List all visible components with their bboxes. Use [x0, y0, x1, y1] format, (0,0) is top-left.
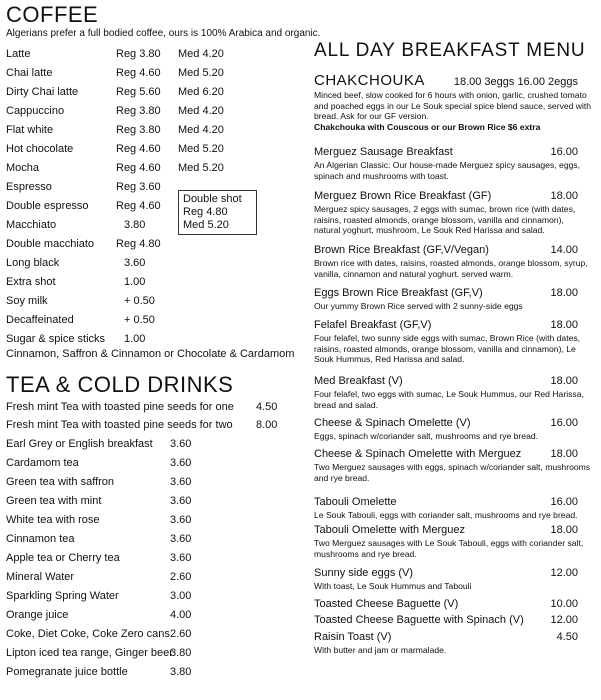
breakfast-item-price: 4.50: [556, 631, 578, 643]
drink-item-price: 3.60: [170, 476, 192, 488]
drink-item-price: 3.60: [170, 514, 192, 526]
breakfast-item: [314, 375, 592, 410]
breakfast-item-price: 10.00: [550, 598, 578, 610]
coffee-row: [6, 67, 256, 81]
coffee-row: [6, 86, 256, 100]
coffee-item-name: Soy milk: [6, 295, 48, 307]
coffee-item-reg-price: Reg 4.60: [116, 67, 161, 79]
coffee-item-reg-price: Reg 4.60: [116, 143, 161, 155]
coffee-section-title: COFFEE: [6, 2, 99, 27]
breakfast-item-description: Four felafel, two eggs with sumac, Le Souk Hummus, our Red Harissa, bread and salad.: [314, 389, 584, 410]
breakfast-item-name: Med Breakfast (V): [314, 375, 403, 387]
breakfast-item: [314, 146, 592, 181]
breakfast-item-name: Merguez Sausage Breakfast: [314, 146, 453, 158]
coffee-item-name: Latte: [6, 48, 31, 60]
breakfast-item-description: Two Merguez sausages with eggs, spinach w/coriander salt, mushrooms and rye bread.: [314, 462, 591, 483]
coffee-row: [6, 162, 256, 176]
drink-row: [6, 647, 286, 661]
coffee-item-name: Double espresso: [6, 200, 89, 212]
coffee-item-name: Sugar & spice sticks: [6, 333, 106, 345]
coffee-item-name: Mocha: [6, 162, 40, 174]
drink-item-name: Coke, Diet Coke, Coke Zero cans: [6, 628, 170, 640]
double-shot-med: Med 5.20: [183, 219, 229, 231]
drink-item-price: 2.60: [170, 628, 192, 640]
drink-item-price: 3.60: [170, 457, 192, 469]
drink-row: [6, 419, 286, 433]
drink-item-name: Pomegranate juice bottle: [6, 666, 128, 678]
chakchouka-price: 18.00 3eggs 16.00 2eggs: [453, 76, 578, 88]
coffee-row: [6, 333, 256, 347]
drink-item-name: Cinnamon tea: [6, 533, 75, 545]
breakfast-item: [314, 417, 592, 442]
sugar-spice-note: Cinnamon, Saffron & Cinnamon or Chocolate & Cardamom: [6, 348, 295, 360]
drink-row: [6, 457, 286, 471]
coffee-item-reg-price: + 0.50: [124, 314, 155, 326]
drink-item-price: 3.80: [170, 666, 192, 678]
breakfast-item-price: 18.00: [550, 287, 578, 299]
coffee-item-name: Hot chocolate: [6, 143, 74, 155]
drink-item-name: Sparkling Spring Water: [6, 590, 119, 602]
breakfast-item: [314, 631, 592, 656]
coffee-item-reg-price: Reg 3.60: [116, 181, 161, 193]
breakfast-item-name: Toasted Cheese Baguette with Spinach (V): [314, 614, 524, 626]
breakfast-item-description: Two Merguez sausages with Le Souk Tabouli, eggs with coriander salt, mushrooms and rye bread.: [314, 538, 584, 559]
breakfast-item-price: 16.00: [550, 417, 578, 429]
breakfast-item-price: 18.00: [550, 524, 578, 536]
coffee-item-reg-price: Reg 3.80: [116, 105, 161, 117]
coffee-item-name: Flat white: [6, 124, 54, 136]
breakfast-item-name: Sunny side eggs (V): [314, 567, 414, 579]
drink-item-name: Green tea with saffron: [6, 476, 115, 488]
drink-item-name: Cardamom tea: [6, 457, 79, 469]
coffee-item-reg-price: Reg 3.80: [116, 124, 161, 136]
drink-item-name: Fresh mint Tea with toasted pine seeds for one: [6, 401, 234, 413]
breakfast-item: [314, 567, 592, 592]
breakfast-item: [314, 448, 592, 483]
breakfast-item-price: 12.00: [550, 614, 578, 626]
chakchouka-extra: Chakchouka with Couscous or our Brown Rice $6 extra: [314, 121, 541, 132]
coffee-item-name: Macchiato: [6, 219, 57, 231]
coffee-row: [6, 143, 256, 157]
double-shot-reg: Reg 4.80: [183, 206, 228, 218]
breakfast-item-name: Toasted Cheese Baguette (V): [314, 598, 459, 610]
coffee-item-med-price: Med 5.20: [178, 162, 224, 174]
breakfast-item-name: Raisin Toast (V): [314, 631, 392, 643]
drink-item-price: 3.60: [170, 495, 192, 507]
coffee-row: [6, 314, 256, 328]
drink-item-price: 4.50: [256, 401, 278, 413]
breakfast-item-name: Eggs Brown Rice Breakfast (GF,V): [314, 287, 483, 299]
coffee-item-reg-price: Reg 4.60: [116, 162, 161, 174]
breakfast-section-title: ALL DAY BREAKFAST MENU: [314, 40, 586, 61]
drink-item-price: 8.00: [256, 419, 278, 431]
breakfast-item-price: 16.00: [550, 146, 578, 158]
coffee-item-med-price: Med 4.20: [178, 124, 224, 136]
coffee-item-name: Cappuccino: [6, 105, 65, 117]
coffee-item-med-price: Med 5.20: [178, 67, 224, 79]
coffee-item-reg-price: Reg 4.60: [116, 200, 161, 212]
double-shot-title: Double shot: [183, 193, 242, 205]
coffee-item-med-price: Med 4.20: [178, 105, 224, 117]
drink-item-price: 2.60: [170, 571, 192, 583]
breakfast-item: [314, 614, 592, 628]
double-shot-box: [178, 190, 257, 235]
breakfast-item: [314, 244, 592, 279]
coffee-item-reg-price: 3.60: [124, 257, 146, 269]
breakfast-item-name: Merguez Brown Rice Breakfast (GF): [314, 190, 492, 202]
coffee-row: [6, 124, 256, 138]
drink-item-price: 3.00: [170, 590, 192, 602]
coffee-item-med-price: Med 4.20: [178, 48, 224, 60]
drink-item-name: White tea with rose: [6, 514, 100, 526]
breakfast-item: [314, 287, 592, 312]
coffee-item-name: Extra shot: [6, 276, 56, 288]
coffee-row: [6, 276, 256, 290]
coffee-item-reg-price: + 0.50: [124, 295, 155, 307]
breakfast-item-description: Merguez spicy sausages, 2 eggs with sumac, brown rice (with dates, raisins, roasted almonds, orange blossom, vanilla and cinnamon), natural yoghurt, mushroom, Le Souk Red Harissa and salad.: [314, 204, 576, 236]
coffee-row: [6, 295, 256, 309]
breakfast-item-price: 16.00: [550, 496, 578, 508]
breakfast-item: [314, 496, 592, 521]
breakfast-item: [314, 319, 592, 365]
drink-row: [6, 571, 286, 585]
coffee-item-reg-price: 1.00: [124, 333, 146, 345]
breakfast-item: [314, 598, 592, 612]
coffee-item-name: Decaffeinated: [6, 314, 74, 326]
breakfast-item-price: 18.00: [550, 375, 578, 387]
drink-row: [6, 438, 286, 452]
drink-row: [6, 476, 286, 490]
drink-item-price: 4.00: [170, 609, 192, 621]
breakfast-item-price: 18.00: [550, 190, 578, 202]
coffee-item-med-price: Med 6.20: [178, 86, 224, 98]
coffee-item-reg-price: Reg 5.60: [116, 86, 161, 98]
breakfast-item-description: Our yummy Brown Rice served with 2 sunny-side eggs: [314, 301, 523, 311]
coffee-row: [6, 238, 256, 252]
drink-row: [6, 495, 286, 509]
breakfast-item-name: Cheese & Spinach Omelette (V): [314, 417, 471, 429]
breakfast-item-price: 12.00: [550, 567, 578, 579]
coffee-row: [6, 257, 256, 271]
breakfast-item-description: Le Souk Tabouli, eggs with coriander salt, mushrooms and rye bread.: [314, 510, 578, 520]
drink-row: [6, 514, 286, 528]
drink-row: [6, 609, 286, 623]
breakfast-item-description: Eggs, spinach w/coriander salt, mushrooms and rye bread.: [314, 431, 539, 441]
drink-item-price: 3.60: [170, 533, 192, 545]
coffee-subtitle: Algerians prefer a full bodied coffee, ours is 100% Arabica and organic.: [6, 28, 321, 39]
breakfast-item-chakchouka: [314, 72, 592, 133]
drink-item-price: 3.60: [170, 438, 192, 450]
breakfast-item-name: Tabouli Omelette with Merguez: [314, 524, 466, 536]
coffee-row: [6, 48, 256, 62]
breakfast-item-name: Tabouli Omelette: [314, 496, 397, 508]
drink-row: [6, 552, 286, 566]
breakfast-item-name: Brown Rice Breakfast (GF,V/Vegan): [314, 244, 489, 256]
drink-item-name: Green tea with mint: [6, 495, 102, 507]
drink-item-name: Earl Grey or English breakfast: [6, 438, 153, 450]
drink-row: [6, 401, 286, 415]
coffee-item-med-price: Med 5.20: [178, 143, 224, 155]
chakchouka-description: Minced beef, slow cooked for 6 hours with onion, garlic, crushed tomato and poached eggs in our Le Souk special spice blend sauce, served with bread. Ask for our GF version.: [314, 90, 592, 122]
breakfast-item-price: 18.00: [550, 319, 578, 331]
breakfast-item-description: An Algerian Classic: Our house-made Merguez spicy sausages, eggs, spinach and mushrooms with toast.: [314, 160, 581, 181]
coffee-item-name: Double macchiato: [6, 238, 95, 250]
drink-item-name: Fresh mint Tea with toasted pine seeds for two: [6, 419, 233, 431]
coffee-item-reg-price: Reg 4.80: [116, 238, 161, 250]
coffee-item-name: Chai latte: [6, 67, 53, 79]
breakfast-item: [314, 524, 592, 559]
drink-item-name: Apple tea or Cherry tea: [6, 552, 120, 564]
tea-section-title: TEA & COLD DRINKS: [6, 372, 234, 397]
breakfast-item-description: Brown rice with dates, raisins, roasted almonds, orange blossom, syrup, vanilla, cinnamon and natural yoghurt. served warm.: [314, 258, 588, 279]
drink-item-price: 3.60: [170, 552, 192, 564]
drink-item-price: 3.80: [170, 647, 192, 659]
drink-item-name: Orange juice: [6, 609, 69, 621]
coffee-item-reg-price: 1.00: [124, 276, 146, 288]
breakfast-item-description: With butter and jam or marmalade.: [314, 645, 447, 655]
coffee-row: [6, 105, 256, 119]
breakfast-item-name: Felafel Breakfast (GF,V): [314, 319, 432, 331]
breakfast-item-price: 14.00: [550, 244, 578, 256]
breakfast-item-name: Cheese & Spinach Omelette with Merguez: [314, 448, 522, 460]
breakfast-item: [314, 190, 592, 236]
drink-row: [6, 628, 286, 642]
drink-item-name: Lipton iced tea range, Ginger beer: [6, 647, 173, 659]
coffee-item-reg-price: Reg 3.80: [116, 48, 161, 60]
drink-row: [6, 533, 286, 547]
coffee-item-name: Dirty Chai latte: [6, 86, 79, 98]
drink-item-name: Mineral Water: [6, 571, 75, 583]
coffee-item-reg-price: 3.80: [124, 219, 146, 231]
drink-row: [6, 666, 286, 680]
breakfast-item-description: Four felafel, two sunny side eggs with sumac, Brown Rice (with dates, raisins, roasted almonds, orange blossom, vanilla and cinnamon), Le Souk Hummus, Red Harissa and salad.: [314, 333, 581, 365]
breakfast-item-price: 18.00: [550, 448, 578, 460]
coffee-item-name: Espresso: [6, 181, 52, 193]
coffee-item-name: Long black: [6, 257, 60, 269]
drink-row: [6, 590, 286, 604]
breakfast-item-description: With toast, Le Souk Hummus and Tabouli: [314, 581, 472, 591]
chakchouka-name: CHAKCHOUKA: [314, 72, 425, 89]
